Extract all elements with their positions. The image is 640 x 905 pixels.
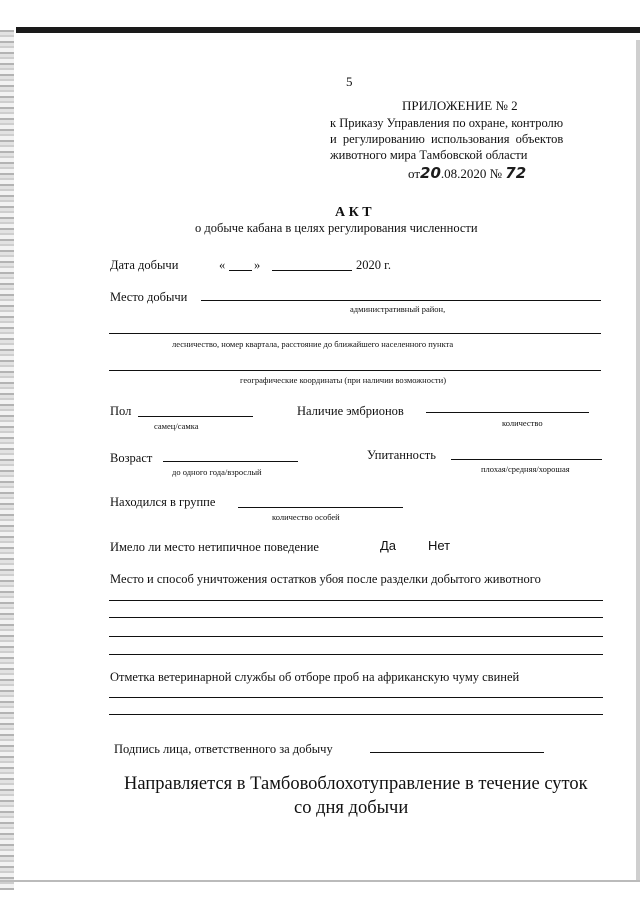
place-caption-3: географические координаты (при наличии возможности): [240, 375, 447, 385]
fatness-label: Упитанность: [367, 448, 436, 462]
remains-field-1[interactable]: [109, 600, 603, 601]
behavior-no-option[interactable]: Нет: [428, 538, 451, 553]
embryos-field[interactable]: [426, 412, 589, 413]
place-field-1[interactable]: [201, 300, 601, 301]
scan-border-bottom: [0, 880, 640, 882]
place-field-3[interactable]: [109, 370, 601, 371]
date-label: Дата добычи: [110, 258, 179, 272]
appendix-line-3: животного мира Тамбовской области: [330, 148, 528, 162]
place-caption-2: лесничество, номер квартала, расстояние до ближайшего населенного пункта: [172, 339, 454, 349]
appendix-date: [408, 164, 526, 182]
age-caption: до одного года/взрослый: [172, 467, 262, 477]
date-quote-open: «: [219, 258, 226, 272]
vet-field-1[interactable]: [109, 697, 603, 698]
age-label: Возраст: [110, 451, 153, 465]
page-number: 5: [346, 74, 353, 89]
signature-label: Подпись лица, ответственного за добычу: [114, 742, 333, 756]
group-label: Находился в группе: [110, 495, 216, 509]
age-field[interactable]: [163, 461, 298, 462]
date-month-field[interactable]: [272, 270, 352, 271]
behavior-label: Имело ли место нетипичное поведение: [110, 540, 319, 554]
date-quote-close: »: [254, 258, 261, 272]
handwritten-number: 72: [505, 164, 527, 182]
scan-border-right: [636, 40, 640, 880]
signature-field[interactable]: [370, 752, 544, 753]
date-rest: .08.2020 №: [440, 166, 503, 181]
vet-field-2[interactable]: [109, 714, 603, 715]
date-prefix: от: [408, 166, 421, 181]
embryos-label: Наличие эмбрионов: [297, 404, 404, 418]
sex-caption: самец/самка: [154, 421, 199, 431]
place-field-2[interactable]: [109, 333, 601, 334]
footer-line-2: со дня добычи: [294, 798, 409, 818]
remains-field-3[interactable]: [109, 636, 603, 637]
sex-label: Пол: [110, 404, 132, 418]
sex-field[interactable]: [138, 416, 253, 417]
fatness-caption: плохая/средняя/хорошая: [481, 464, 570, 474]
remains-label: Место и способ уничтожения остатков убоя после разделки добытого животного: [110, 572, 541, 586]
vet-label: Отметка ветеринарной службы об отборе проб на африканскую чуму свиней: [110, 670, 520, 684]
doc-title: А К Т: [335, 205, 372, 220]
embryos-caption: количество: [502, 418, 543, 428]
appendix-title: ПРИЛОЖЕНИЕ № 2: [402, 98, 518, 113]
scan-border-left: [0, 30, 14, 890]
date-day-field[interactable]: [229, 270, 252, 271]
handwritten-day: 20: [420, 164, 441, 182]
group-caption: количество особей: [272, 512, 340, 522]
appendix-line-2: и регулированию использования объектов: [330, 132, 564, 146]
place-caption-1: административный район,: [350, 304, 446, 314]
remains-field-4[interactable]: [109, 654, 603, 655]
behavior-yes-option[interactable]: Да: [380, 538, 397, 553]
appendix-line-1: к Приказу Управления по охране, контролю: [330, 116, 564, 130]
footer-line-1: Направляется в Тамбовоблохотуправление в течение суток: [124, 774, 588, 794]
group-field[interactable]: [238, 507, 403, 508]
doc-subtitle: о добыче кабана в целях регулирования численности: [195, 221, 478, 235]
fatness-field[interactable]: [451, 459, 602, 460]
date-year: 2020 г.: [356, 258, 391, 272]
place-label: Место добычи: [110, 290, 188, 304]
scan-border-top: [16, 27, 640, 33]
remains-field-2[interactable]: [109, 617, 603, 618]
